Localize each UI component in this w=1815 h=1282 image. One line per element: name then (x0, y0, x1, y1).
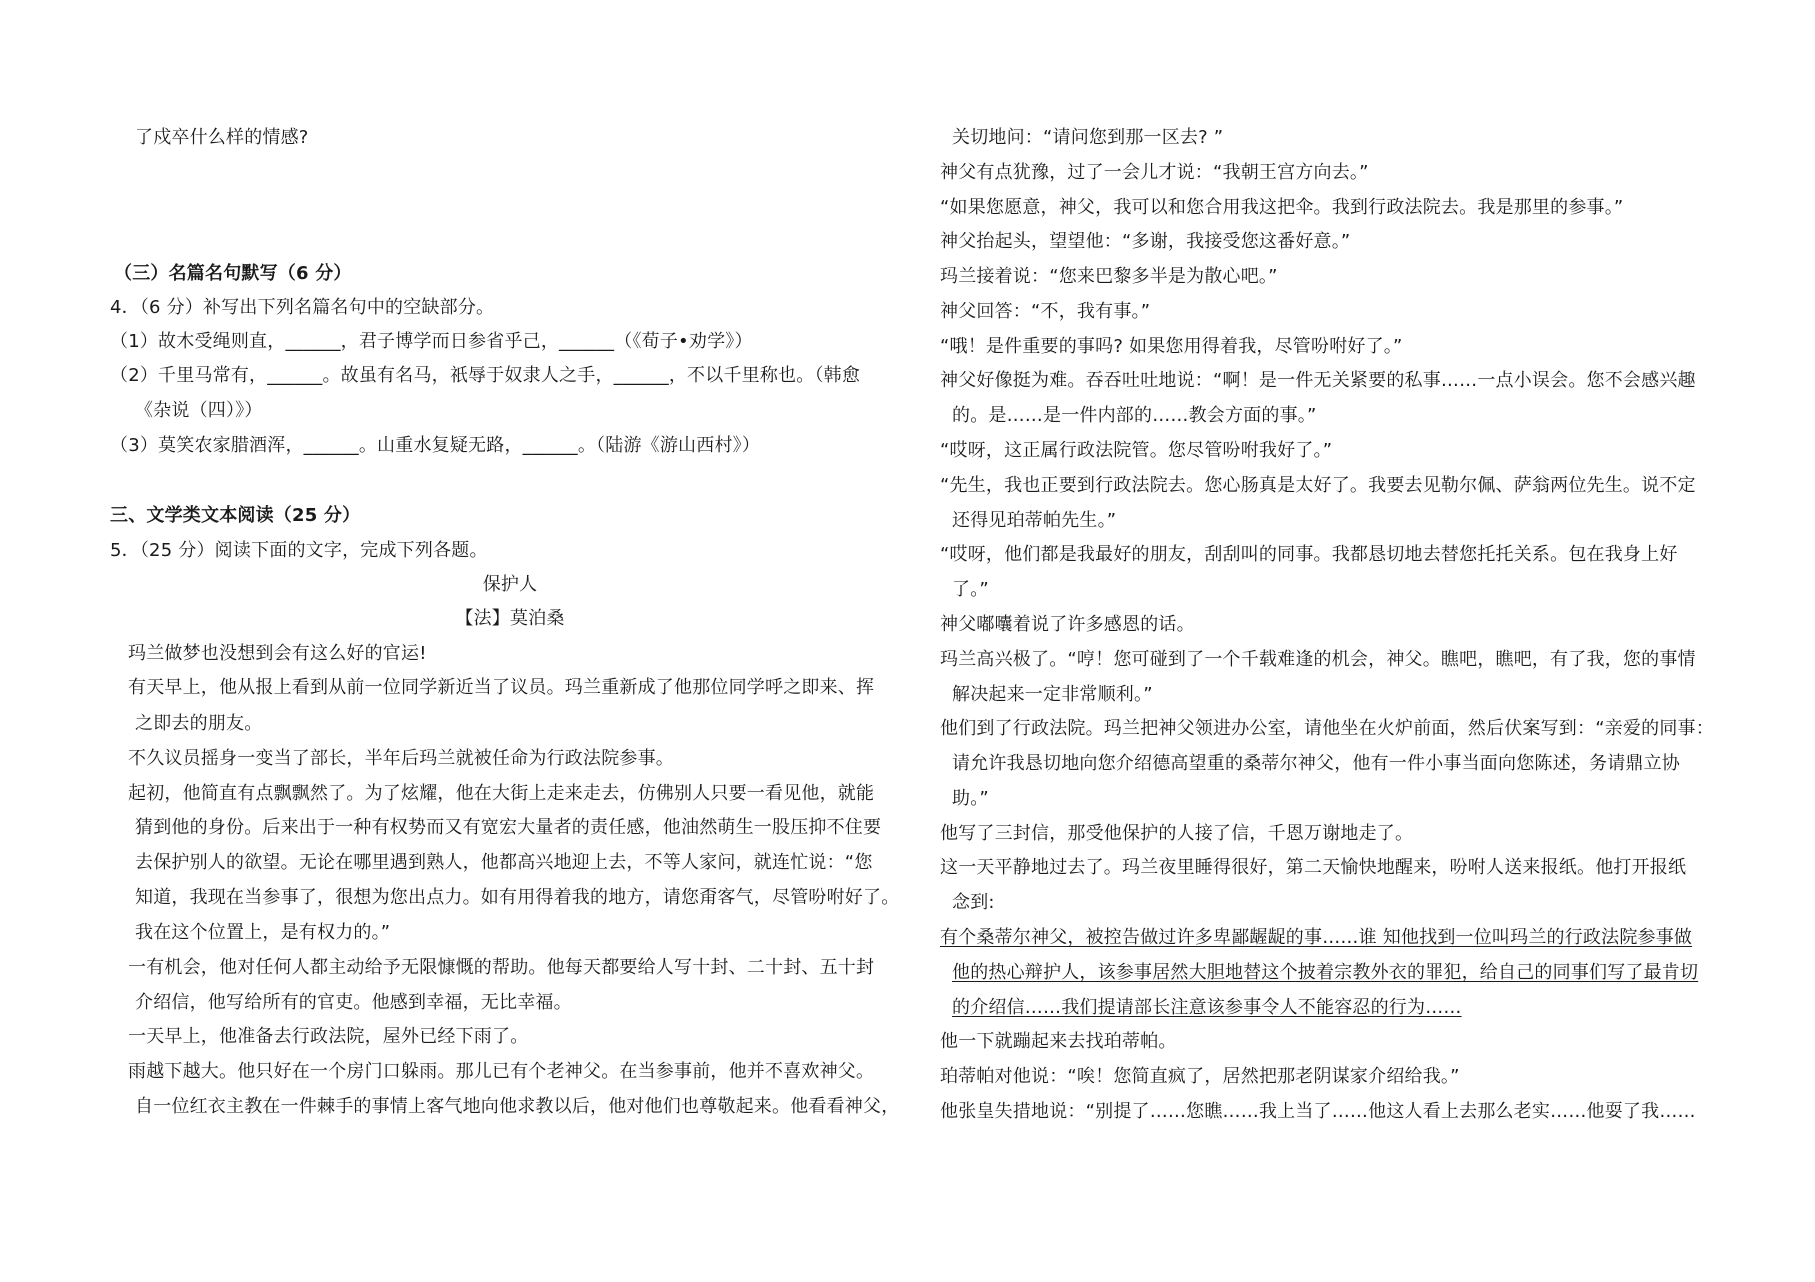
text-line: 神父有点犹豫，过了一会儿才说：“我朝王宫方向去。” (940, 162, 1369, 183)
text-line: （1）故木受绳则直，______，君子博学而日参省乎己，______（《荀子•劝学》） (110, 331, 753, 352)
text-line: 关切地问：“请问您到那一区去? ” (952, 127, 1224, 148)
text-line: 我在这个位置上，是有权力的。” (135, 922, 391, 943)
text-line: 5．（25 分）阅读下面的文字，完成下列各题。 (110, 540, 488, 561)
centered-title: 【法】莫泊桑 (455, 608, 565, 629)
text-line: 自一位红衣主教在一件棘手的事情上客气地向他求教以后，他对他们也尊敬起来。他看看神父， (135, 1096, 900, 1117)
text-line: 猜到他的身份。后来出于一种有权势而又有宽宏大量者的责任感，他油然萌生一股压抑不住要 (135, 817, 882, 838)
section-heading: （三）名篇名句默写（6 分） (114, 263, 352, 284)
text-line: 雨越下越大。他只好在一个房门口躲雨。那儿已有个老神父。在当参事前，他并不喜欢神父。 (128, 1061, 875, 1082)
text-line: 了戍卒什么样的情感? (135, 127, 309, 148)
text-line: “哎呀，他们都是我最好的朋友，刮刮叫的同事。我都恳切地去替您托托关系。包在我身上好 (940, 544, 1678, 565)
text-line: 玛兰做梦也没想到会有这么好的官运! (128, 643, 427, 664)
text-line: 玛兰高兴极了。“哼！您可碰到了一个千载难逢的机会，神父。瞧吧，瞧吧，有了我，您的事情 (940, 649, 1696, 670)
centered-title: 保护人 (482, 574, 538, 595)
text-line: 介绍信，他写给所有的官吏。他感到幸福，无比幸福。 (135, 992, 572, 1013)
text-line: 他的热心辩护人，该参事居然大胆地替这个披着宗教外衣的罪犯，给自己的同事们写了最肯切 (952, 962, 1699, 983)
text-line: 之即去的朋友。 (135, 713, 263, 734)
text-line: （2）千里马常有，______。故虽有名马，祇辱于奴隶人之手，______，不以千里称也。（韩愈 (110, 365, 861, 386)
text-line: 一有机会，他对任何人都主动给予无限慷慨的帮助。他每天都要给人写十封、二十封、五十封 (128, 957, 875, 978)
text-line: 的介绍信……我们提请部长注意该参事令人不能容忍的行为…… (952, 997, 1462, 1018)
text-line: 有个桑蒂尔神父，被控告做过许多卑鄙龌龊的事……谁 知他找到一位叫玛兰的行政法院参事做 (940, 927, 1693, 948)
text-line: 他们到了行政法院。玛兰把神父领进办公室，请他坐在火炉前面，然后伏案写到：“亲爱的同事： (940, 718, 1714, 739)
text-line: “如果您愿意，神父，我可以和您合用我这把伞。我到行政法院去。我是那里的参事。” (940, 197, 1624, 218)
text-line: 念到: (952, 892, 995, 913)
text-line: 玛兰接着说：“您来巴黎多半是为散心吧。” (940, 266, 1278, 287)
text-line: 去保护别人的欲望。无论在哪里遇到熟人，他都高兴地迎上去，不等人家问，就连忙说：“您 (135, 852, 873, 873)
text-line: 请允许我恳切地向您介绍德高望重的桑蒂尔神父，他有一件小事当面向您陈述，务请鼎立协 (952, 753, 1680, 774)
text-line: 的。是……是一件内部的……教会方面的事。” (952, 405, 1317, 426)
text-line: 他写了三封信，那受他保护的人接了信，千恩万谢地走了。 (940, 823, 1414, 844)
text-line: 一天早上，他准备去行政法院，屋外已经下雨了。 (128, 1026, 529, 1047)
text-line: “先生，我也正要到行政法院去。您心肠真是太好了。我要去见勒尔佩、萨翁两位先生。说不定 (940, 475, 1696, 496)
text-line: 知道，我现在当参事了，很想为您出点力。如有用得着我的地方，请您甭客气，尽管吩咐好了。 (135, 887, 900, 908)
text-line: 不久议员摇身一变当了部长，半年后玛兰就被任命为行政法院参事。 (128, 748, 674, 769)
text-line: 助。” (952, 788, 989, 809)
text-line: “哦！是件重要的事吗? 如果您用得着我，尽管吩咐好了。” (940, 336, 1403, 357)
text-line: 还得见珀蒂帕先生。” (952, 510, 1117, 531)
text-line: 《杂说（四）》） (135, 400, 263, 421)
text-line: 神父抬起头，望望他：“多谢，我接受您这番好意。” (940, 231, 1351, 252)
text-line: 他张皇失措地说：“别提了……您瞧……我上当了……他这人看上去那么老实……他耍了我…… (940, 1101, 1696, 1122)
text-line: 神父好像挺为难。吞吞吐吐地说：“啊！是一件无关紧要的私事……一点小误会。您不会感兴趣 (940, 370, 1696, 391)
text-line: 这一天平静地过去了。玛兰夜里睡得很好，第二天愉快地醒来，吩咐人送来报纸。他打开报纸 (940, 857, 1687, 878)
text-line: 他一下就蹦起来去找珀蒂帕。 (940, 1031, 1177, 1052)
text-line: 神父回答：“不，我有事。” (940, 301, 1151, 322)
text-line: “哎呀，这正属行政法院管。您尽管吩咐我好了。” (940, 440, 1333, 461)
text-line: 神父嘟囔着说了许多感恩的话。 (940, 614, 1195, 635)
text-line: 起初，他简直有点飘飘然了。为了炫耀，他在大街上走来走去，仿佛别人只要一看见他，就能 (128, 783, 875, 804)
section-heading: 三、文学类文本阅读（25 分） (110, 505, 361, 526)
text-line: 解决起来一定非常顺利。” (952, 684, 1153, 705)
text-line: 4．（6 分）补写出下列名篇名句中的空缺部分。 (110, 297, 495, 318)
text-line: 有天早上，他从报上看到从前一位同学新近当了议员。玛兰重新成了他那位同学呼之即来、挥 (128, 677, 875, 698)
text-line: （3）莫笑农家腊酒浑，______。山重水复疑无路，______。（陆游《游山西村》） (110, 435, 761, 456)
text-line: 珀蒂帕对他说：“唉！您简直疯了，居然把那老阴谋家介绍给我。” (940, 1066, 1460, 1087)
text-line: 了。” (952, 579, 989, 600)
